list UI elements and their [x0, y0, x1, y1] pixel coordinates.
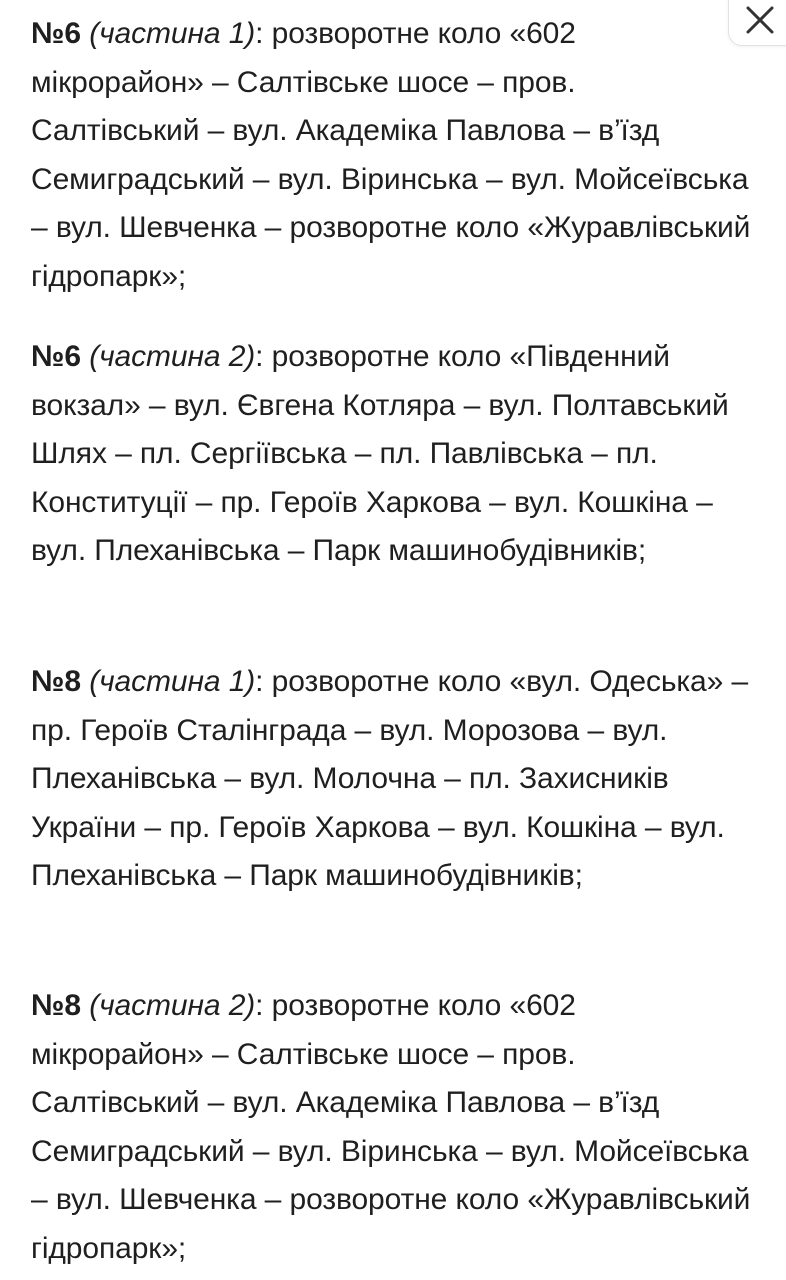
- route-entry: [31, 658, 751, 901]
- route-part: (частина 2): [89, 989, 256, 1022]
- route-description: : розворотне коло «Південний вокзал» – вул. Євгена Котляра – вул. Полтавський Шлях – пл. Сергіївська – пл. Павлівська – пл. Конституції – пр. Героїв Харкова – вул. Кошкіна – вул. Плеханівська – Парк машинобудівників;: [31, 340, 729, 567]
- route-entry: [31, 982, 751, 1273]
- route-description: : розворотне коло «602 мікрорайон» – Салтівське шосе – пров. Салтівський – вул. Академіка Павлова – в’їзд Семиградський – вул. Віринська – вул. Мойсеївська – вул. Шевченка – розворотне коло «Журавлівський гідропарк»;: [31, 989, 751, 1265]
- route-number: №6: [31, 340, 81, 373]
- route-description: : розворотне коло «вул. Одеська» – пр. Героїв Сталінграда – вул. Морозова – вул. Плеханівська – вул. Молочна – пл. Захисників України – пр. Героїв Харкова – вул. Кошкіна – вул. Плеханівська – Парк машинобудівників;: [31, 665, 749, 892]
- close-button[interactable]: [728, 0, 786, 46]
- route-number: №8: [31, 665, 81, 698]
- close-icon: [745, 5, 775, 35]
- route-number: №8: [31, 989, 81, 1022]
- route-description: : розворотне коло «602 мікрорайон» – Салтівське шосе – пров. Салтівський – вул. Академіка Павлова – в’їзд Семиградський – вул. Віринська – вул. Мойсеївська – вул. Шевченка – розворотне коло «Журавлівський гідропарк»;: [31, 17, 751, 293]
- route-entry: [31, 333, 751, 576]
- route-part: (частина 1): [89, 17, 256, 50]
- route-entry: [31, 10, 751, 301]
- route-number: №6: [31, 17, 81, 50]
- route-part: (частина 2): [89, 340, 256, 373]
- route-part: (частина 1): [89, 665, 256, 698]
